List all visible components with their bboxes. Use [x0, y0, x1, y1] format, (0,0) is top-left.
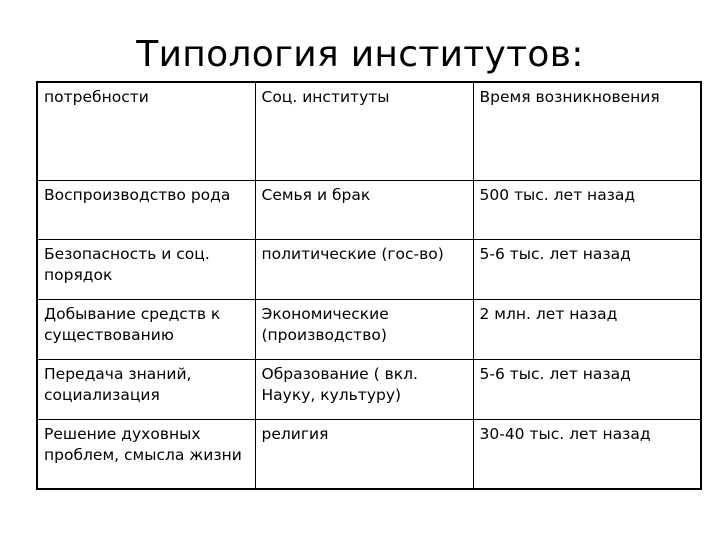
- cell-institution: религия: [255, 419, 473, 489]
- cell-institution: Семья и брак: [255, 180, 473, 239]
- cell-need: Добывание средств к существованию: [37, 299, 255, 359]
- cell-time: 500 тыс. лет назад: [473, 180, 701, 239]
- table-row: [37, 180, 701, 239]
- institutions-table: [36, 81, 702, 490]
- cell-time: 5-6 тыс. лет назад: [473, 359, 701, 419]
- cell-need: Передача знаний, социализация: [37, 359, 255, 419]
- table-row: [37, 299, 701, 359]
- cell-institution: Экономические (производство): [255, 299, 473, 359]
- cell-need: Воспроизводство рода: [37, 180, 255, 239]
- cell-time: 2 млн. лет назад: [473, 299, 701, 359]
- cell-institution: Образование ( вкл. Науку, культуру): [255, 359, 473, 419]
- header-cell-time: Время возникновения: [473, 82, 701, 180]
- cell-time: 30-40 тыс. лет назад: [473, 419, 701, 489]
- cell-need: Решение духовных проблем, смысла жизни: [37, 419, 255, 489]
- table-header-row: [37, 82, 701, 180]
- table-row: [37, 359, 701, 419]
- cell-time: 5-6 тыс. лет назад: [473, 239, 701, 299]
- cell-institution: политические (гос-во): [255, 239, 473, 299]
- header-cell-institutions: Соц. институты: [255, 82, 473, 180]
- page-title: Типология институтов:: [136, 34, 584, 75]
- cell-need: Безопасность и соц. порядок: [37, 239, 255, 299]
- header-cell-needs: потребности: [37, 82, 255, 180]
- table-row: [37, 239, 701, 299]
- table-row: [37, 419, 701, 489]
